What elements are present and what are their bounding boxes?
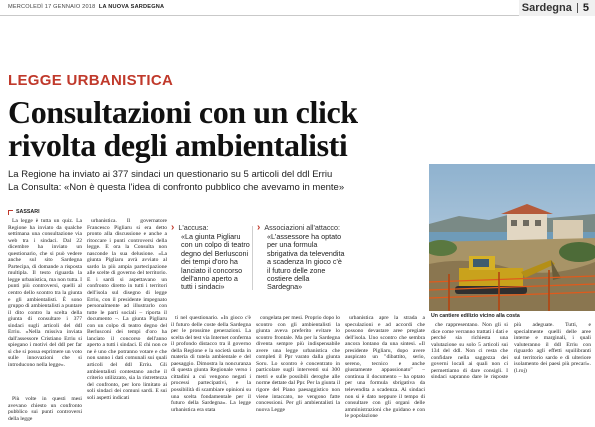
page-number: 5 <box>582 2 589 14</box>
pull-quote-label: Associazioni all'attacco: <box>264 223 341 232</box>
headline-line-1: Consultazioni con un click <box>8 94 358 130</box>
chevron-right-icon: › <box>171 222 175 233</box>
pull-quote-accusation <box>171 224 251 292</box>
page-header <box>0 0 595 16</box>
article-column-1 <box>8 218 82 393</box>
article-column-2 <box>87 218 167 426</box>
subhead-line-2: La Consulta: «Non è questa l'idea di confronto pubblico che avevamo in mente» <box>8 182 345 193</box>
article-column-6 <box>431 322 591 426</box>
article-column-3 <box>171 315 251 426</box>
pull-quote-text: «L'assessore ha optato per una formula sbrigativa da televendita a scadenza In gioco c'è il futuro delle zone costiere della Sardegna» <box>267 232 345 292</box>
column-4-text: congelata per mesi. Proprio dopo lo scontro con gli ambientalisti la giunta aveva preferito evitare lo scontro frontale. Ma per la Sardegna diventa sempre più indispensabile avere una legge urbanistica che completi il Ppr varato dalla giunta Soru. Lo scontro è concentrato in particolare sugli interventi sui 300 metri e sulle possibili deroghe alle norme dettate dal Ppr. Per la giunta il rigore del Piano paesaggistico non viene intaccato, ne vengono fatte concessioni. Per gli ambientalisti la nuova Legge <box>256 315 340 413</box>
pull-quote-text: «La giunta Pigliaru con un colpo di teatro degno del Berlusconi dei tempi d'oro ha lanciato il concorso dell'anno aperto a tutti i sindaci» <box>181 232 250 292</box>
section-name: Sardegna <box>521 2 572 14</box>
paper-name: LA NUOVA SARDEGNA <box>98 4 165 10</box>
pull-quote-divider <box>252 226 253 290</box>
photo-caption: Un cantiere edilizio vicino alla costa <box>431 313 520 319</box>
article-column-4 <box>256 315 340 426</box>
column-6-text: che rappresentano. Non gli si dice come verranno trattati i dati e perché sia richiesta una valutazione su solo 5 articoli sui 134 del ddl. Non ci resta che confidare nella saggezza dei governi locali ai quali non ci permettiamo di dare consigli. I sindaci sapranno dare le risposte più adeguate. Tutti, e specialmente quelli delle aree interne e marginali, i quali valuteranno il ddl Erriu con riguardo agli effetti squilibranti sul territorio sardo e di ulteriore isolamento dei paesi più precari». (l.roj) <box>431 322 591 381</box>
byline-corner-icon <box>8 210 13 215</box>
article-column-1b <box>8 396 82 426</box>
headline <box>8 96 568 162</box>
kicker: LEGGE URBANISTICA <box>8 72 174 89</box>
column-1-text: La legge è tutta un quiz. La Regione ha inviato da qualche settimana una consultazione via web tra i sindaci. Dal 22 dicembre ha inviato un questionario, che si può vedere anche sul sito Sardegna Partecipa, di domande a risposta multipla. Il testo riguarda la legge urbanistica, ma non tutta. I punti più controversi, quelli al centro dello scontro tra la giunta e gli ambientalisti. È sono gruppo di ambientalisti a puntare il dito contro la scelta della giunta di consultare i 377 sindaci sugli articoli del ddl Erriu. «Nella missiva inviata dall'assessore Cristiano Erriu si spiegano i motivi del ddl per far sì che si possa esprimere un voto sulle innovazioni che si introducono nella legge». <box>8 218 82 369</box>
headline-line-2: rivolta degli ambientalisti <box>8 127 348 163</box>
section-tab <box>519 0 595 16</box>
pull-quote-label: L'accusa: <box>178 223 209 232</box>
section-divider <box>577 3 578 13</box>
construction-site-image <box>429 164 595 311</box>
dateline <box>8 4 164 10</box>
column-2-text: urbanistica. Il governatore Francesco Pigliaru si era detto pronto alla discussione e anche a ritoccare i punti controversi della legge. E ora la Consulta non nasconde la sua delusione. «La giunta Pigliaru avrà avviato al sardo la più ampia partecipazione alle scelte di governo del territorio. E i sardi si aspettavano un confronto diretto in tutti i territori dell'isola sul disegno di legge Erriu, con il presidente impegnato personalmente ad illustrarlo con tutte le parti sociali – riporta il documento –. La giunta Pigliaru con un colpo di teatro degno del Berlusconi dei tempi d'oro ha lanciato il concorso dell'anno aperto a tutti i sindaci. E chi non ce ne è uno che potranno votare e che non sanno i dati comunali sui quali articoli del ddl Erriu. Gli ambientalisti contestano anche il criterio utilizzato, sia la ristrettezza del confronto, per loro limitato ai soli sindaci dei comuni sardi. E sui soli aspetti indicati <box>87 218 167 401</box>
column-3-text: ti nel questionario. «In gioco c'è il futuro delle coste della Sardegna per le prossime generazioni. La scelta del test via Internet conferma il profondo distacco tra il governo della Regione e la società sarda in materia di tutela ambientale e del paesaggio. Dimostra la noncuranza di questa giunta Regionale verso i cittadini a cui vengono negati i processi partecipativi, e la possibilità di scambiare opinioni su una scelta fondamentale per il futuro della Sardegna». La legge urbanistica era stata <box>171 315 251 413</box>
byline <box>8 209 40 215</box>
chevron-right-icon: › <box>257 222 261 233</box>
pull-quote-associations <box>257 224 345 292</box>
article-column-5 <box>345 315 425 426</box>
subhead-line-1: La Regione ha inviato ai 377 sindaci un questionario su 5 articoli del ddl Erriu <box>8 169 333 180</box>
article-photo <box>429 164 595 311</box>
subheadline <box>8 168 428 194</box>
column-1b-text: Più volte in questi mesi avevano chiesto un confronto pubblico sui punti controversi della legge <box>8 396 82 422</box>
byline-location: SASSARI <box>16 209 40 215</box>
column-5-text: urbanistica apre la strada a speculazioni e ad accordi che possono devastare aree pregiate dell'isola. Uno scontro che sembra ancora lontano da una sintesi. «Il presidente Pigliaru, dopo avere auspicato un "dibattito, serio, sereno, tecnico e anche giustamente appassionato" – continua il documento – ha optato per una formula sbrigativa da televendita a scadenza. Ai sindaci non si è dato neppure il tempo di consultare con gli organi delle amministrazioni che guidano e con le popolazione <box>345 315 425 420</box>
issue-date: MERCOLEDÌ 17 GENNAIO 2018 <box>8 4 96 10</box>
